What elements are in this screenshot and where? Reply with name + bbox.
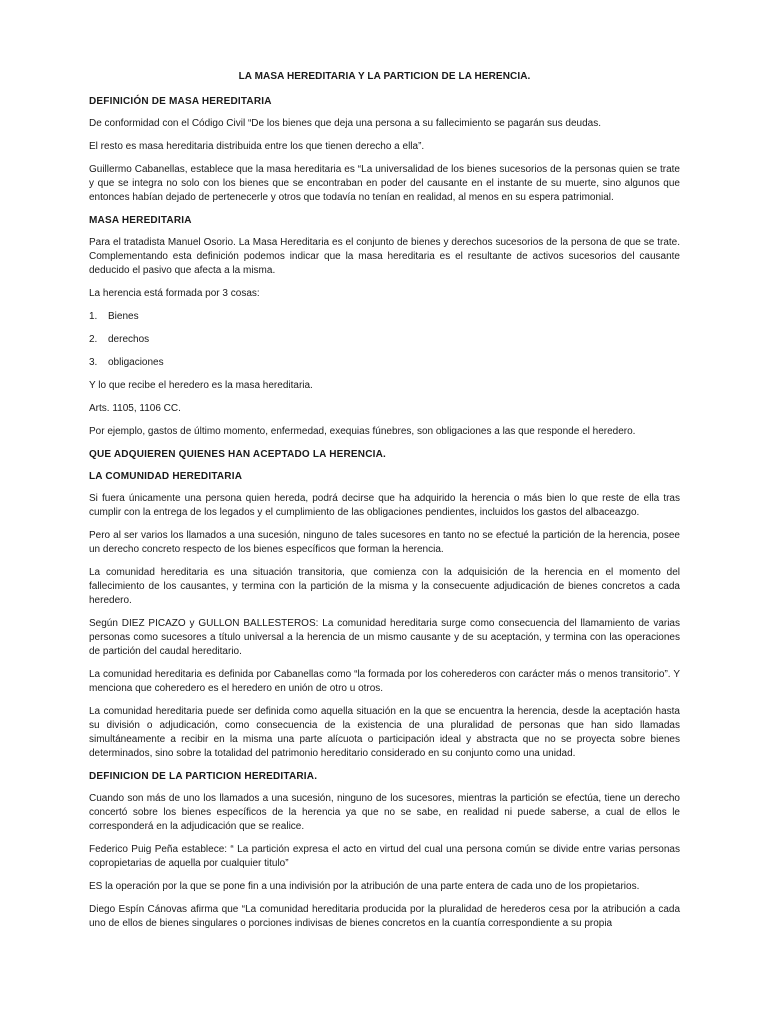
paragraph: Cuando son más de uno los llamados a una sucesión, ninguno de los sucesores, mientras la partición se efectúa, tiene un derecho concertó sobre los bienes específicos de la herencia ya que no se sabe, en realidad ni puede saberse, a cual de ellos le corresponderá en la adjudicación que se realice. bbox=[89, 793, 680, 832]
paragraph: ES la operación por la que se pone fin a una indivisión por la atribución de una parte entera de cada uno de los propietarios. bbox=[89, 881, 640, 892]
paragraph: La comunidad hereditaria puede ser definida como aquella situación en la que se encuentra la herencia, desde la aceptación hasta su división o adjudicación, como consecuencia de la existencia de una pluralidad de personas que han sido llamadas simultáneamente a recibir en la misma una parte alícuota o participación ideal y abstracta que no se proyecta sobre bienes determinados, sino sobre la totalidad del patrimonio hereditario considerado en su conjunto como una unidad. bbox=[89, 706, 680, 759]
herencia-list bbox=[89, 310, 680, 370]
paragraph: La comunidad hereditaria es una situación transitoria, que comienza con la adquisición de la herencia en el momento del fallecimiento de los causantes, y termina con la partición de la misma y la consecuente adjudicación de bienes concretos a cada heredero. bbox=[89, 567, 680, 606]
paragraph: Y lo que recibe el heredero es la masa hereditaria. bbox=[89, 380, 313, 391]
paragraph: El resto es masa hereditaria distribuida entre los que tienen derecho a ella”. bbox=[89, 141, 425, 152]
paragraph: Diego Espín Cánovas afirma que “La comunidad hereditaria producida por la pluralidad de herederos cesa por la atribución a cada uno de ellos de bienes singulares o porciones indivisas de bienes concretos en la cuantía correspondiente a su propia bbox=[89, 904, 680, 929]
paragraph: La comunidad hereditaria es definida por Cabanellas como “la formada por los coherederos con carácter más o menos transitorio”. Y menciona que coheredero es el heredero en unión de otro u otros. bbox=[89, 669, 680, 694]
paragraph: Arts. 1105, 1106 CC. bbox=[89, 403, 181, 414]
list-item-text: Bienes bbox=[108, 311, 139, 322]
paragraph: Para el tratadista Manuel Osorio. La Masa Hereditaria es el conjunto de bienes y derechos sucesorios de la persona de que se trate. Complementando esta definición podemos indicar que la masa hereditaria es el resultante de activos sucesorios del causante deducido el pasivo que afecta a la misma. bbox=[89, 237, 680, 276]
list-item-number: 2. bbox=[89, 334, 98, 345]
list-item-text: derechos bbox=[108, 334, 150, 345]
paragraph: Por ejemplo, gastos de último momento, enfermedad, exequias fúnebres, son obligaciones a las que responde el heredero. bbox=[89, 426, 636, 437]
paragraph: Si fuera únicamente una persona quien hereda, podrá decirse que ha adquirido la herencia o más bien lo que reste de ella tras cumplir con la entrega de los legados y el cumplimiento de las obligaciones pendientes, incluidos los gastos del albaceazgo. bbox=[89, 493, 680, 518]
paragraph: De conformidad con el Código Civil “De los bienes que deja una persona a su fallecimiento se pagarán sus deudas. bbox=[89, 118, 601, 129]
list-item-number: 1. bbox=[89, 311, 98, 322]
section-heading-masa-hereditaria: MASA HEREDITARIA bbox=[89, 215, 192, 226]
paragraph: Federico Puig Peña establece: “ La partición expresa el acto en virtud del cual una persona común se divide entre varias personas copropietarias de aquella por cualquier titulo” bbox=[89, 844, 680, 869]
list-item bbox=[89, 310, 680, 324]
paragraph: La herencia está formada por 3 cosas: bbox=[89, 288, 260, 299]
section-heading-definicion-particion: DEFINICION DE LA PARTICION HEREDITARIA. bbox=[89, 771, 318, 782]
document-title: LA MASA HEREDITARIA Y LA PARTICION DE LA HERENCIA. bbox=[238, 71, 531, 82]
section-heading-definicion-masa: DEFINICIÓN DE MASA HEREDITARIA bbox=[89, 96, 272, 107]
paragraph: Guillermo Cabanellas, establece que la masa hereditaria es “La universalidad de los bienes sucesorios de la personas quien se trate y que se integra no solo con los bienes que se encontraban en poder del causante en el instante de su muerte, sino algunos que entonces habían dejado de pertenecerle y otros que todavía no tenían en realidad, al menos en su espera patrimonial. bbox=[89, 164, 680, 203]
section-heading-que-adquieren: QUE ADQUIEREN QUIENES HAN ACEPTADO LA HERENCIA. bbox=[89, 449, 387, 460]
paragraph: Según DIEZ PICAZO y GULLON BALLESTEROS: La comunidad hereditaria surge como consecuencia del llamamiento de varias personas como sucesores a título universal a la herencia de un mismo causante y de su aceptación, y termina con las operaciones de partición del caudal hereditario. bbox=[89, 618, 680, 657]
section-heading-comunidad-hereditaria: LA COMUNIDAD HEREDITARIA bbox=[89, 471, 243, 482]
list-item bbox=[89, 333, 680, 347]
list-item-number: 3. bbox=[89, 357, 98, 368]
list-item-text: obligaciones bbox=[108, 357, 164, 368]
paragraph: Pero al ser varios los llamados a una sucesión, ninguno de tales sucesores en tanto no se efectué la partición de la herencia, posee un derecho concreto respecto de los bienes específicos que forman la herencia. bbox=[89, 530, 680, 555]
list-item bbox=[89, 356, 680, 370]
